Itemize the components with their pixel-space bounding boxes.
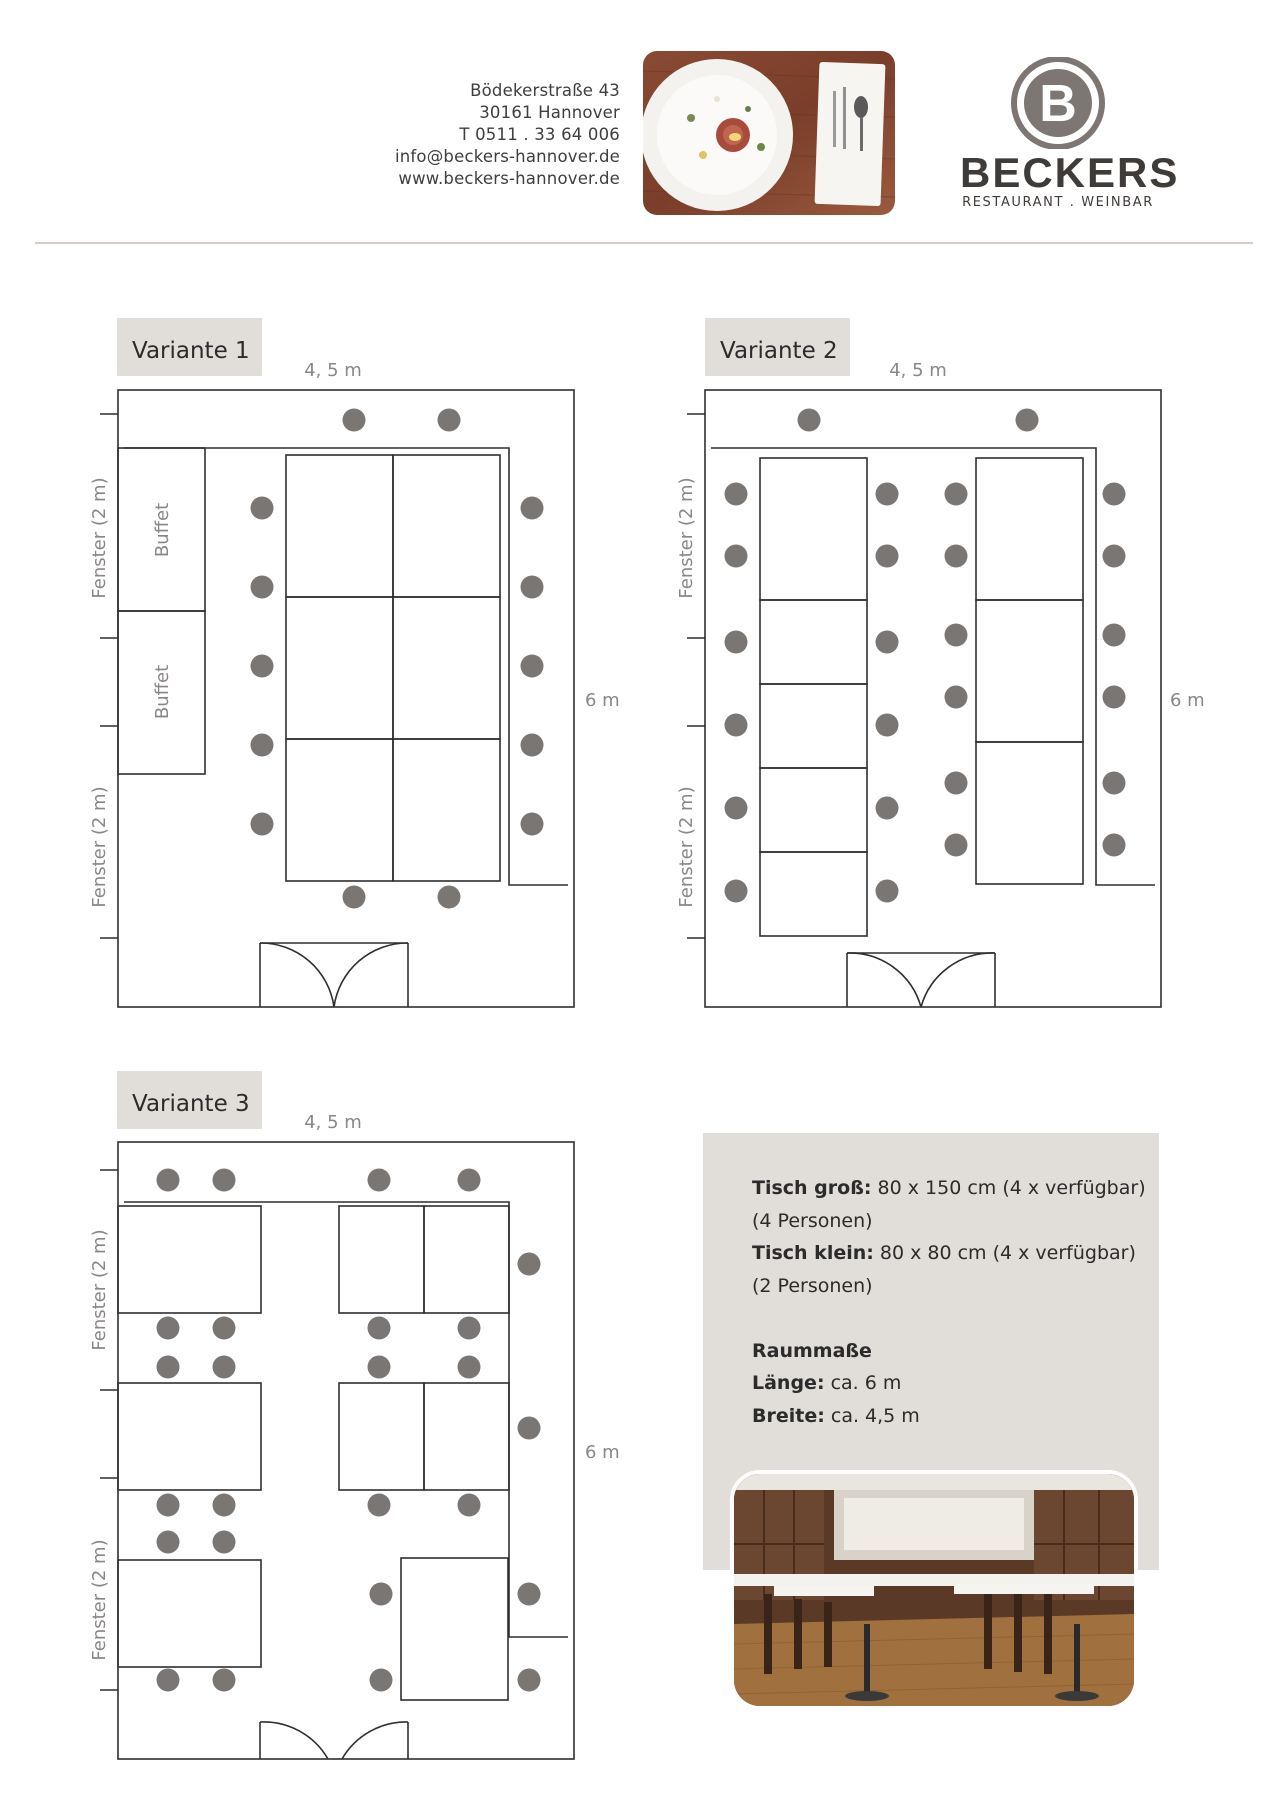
chair <box>725 797 748 820</box>
info-text <box>752 1172 1146 1432</box>
variant-3-title: Variante 3 <box>132 1091 250 1117</box>
room-outline <box>705 390 1161 1007</box>
chair <box>521 497 544 520</box>
chair <box>876 797 899 820</box>
chair <box>1103 483 1126 506</box>
variant-2-title: Variante 2 <box>720 338 838 364</box>
table <box>118 1383 261 1490</box>
chair <box>1016 409 1039 432</box>
length-label: 6 m <box>1170 690 1205 711</box>
address-web[interactable]: www.beckers-hannover.de <box>398 169 620 188</box>
chair <box>876 545 899 568</box>
buffet-label: Buffet <box>152 502 173 558</box>
address-city: 30161 Hannover <box>479 103 620 122</box>
chair <box>798 409 821 432</box>
chair <box>876 880 899 903</box>
width-label: 4, 5 m <box>304 1112 362 1133</box>
window-label: Fenster (2 m) <box>676 477 697 599</box>
chair <box>876 483 899 506</box>
table <box>118 1560 261 1667</box>
table <box>393 455 500 597</box>
table <box>286 739 393 881</box>
chair <box>521 655 544 678</box>
chair <box>213 1494 236 1517</box>
chair <box>725 545 748 568</box>
chair <box>518 1417 541 1440</box>
chair <box>1103 772 1126 795</box>
address-phone: T 0511 . 33 64 006 <box>459 125 620 144</box>
chair <box>213 1169 236 1192</box>
chair <box>945 686 968 709</box>
address-street: Bödekerstraße 43 <box>470 81 620 100</box>
table <box>339 1383 424 1490</box>
buffet-label: Buffet <box>152 664 173 720</box>
chair <box>438 886 461 909</box>
table <box>760 684 867 768</box>
table <box>286 455 393 597</box>
chair <box>725 714 748 737</box>
table <box>760 458 867 600</box>
big-table-persons: (4 Personen) <box>752 1209 873 1232</box>
table <box>424 1206 509 1313</box>
chair <box>725 631 748 654</box>
chair <box>251 576 274 599</box>
chair <box>518 1583 541 1606</box>
chair <box>157 1317 180 1340</box>
small-table-value: 80 x 80 cm (4 x verfügbar) <box>873 1242 1136 1264</box>
chair <box>157 1531 180 1554</box>
chair <box>368 1169 391 1192</box>
chair <box>213 1356 236 1379</box>
table <box>976 600 1083 742</box>
chair <box>521 576 544 599</box>
chair <box>368 1494 391 1517</box>
chair <box>1103 545 1126 568</box>
chair <box>876 631 899 654</box>
table <box>393 739 500 881</box>
table <box>976 742 1083 884</box>
chair <box>370 1669 393 1692</box>
room-outline <box>118 390 574 1007</box>
table <box>760 852 867 936</box>
table <box>401 1558 508 1700</box>
table <box>760 600 867 684</box>
chair <box>251 497 274 520</box>
chair <box>157 1169 180 1192</box>
plan-variante-3 <box>100 1142 574 1759</box>
variant-1-title: Variante 1 <box>132 338 250 364</box>
chair <box>945 834 968 857</box>
chair <box>945 772 968 795</box>
chair <box>945 545 968 568</box>
chair <box>518 1669 541 1692</box>
chair <box>370 1583 393 1606</box>
chair <box>251 734 274 757</box>
big-table-value: 80 x 150 cm (4 x verfügbar) <box>871 1177 1146 1199</box>
length-label: Länge: <box>752 1372 825 1394</box>
chair <box>1103 624 1126 647</box>
chair <box>521 813 544 836</box>
logo-name: BECKERS <box>960 149 1180 196</box>
width-value: ca. 4,5 m <box>824 1404 920 1427</box>
chair <box>945 483 968 506</box>
chair <box>213 1317 236 1340</box>
logo-letter: B <box>1039 75 1077 133</box>
table <box>286 597 393 739</box>
room-heading: Raummaße <box>752 1339 872 1362</box>
chair <box>343 886 366 909</box>
window-label: Fenster (2 m) <box>89 477 110 599</box>
chair <box>945 624 968 647</box>
width-label: 4, 5 m <box>304 360 362 381</box>
big-table-label: Tisch groß: <box>752 1177 872 1199</box>
table <box>976 458 1083 600</box>
chair <box>343 409 366 432</box>
chair <box>251 655 274 678</box>
length-label: 6 m <box>585 690 620 711</box>
chair <box>521 734 544 757</box>
length-value: ca. 6 m <box>824 1372 902 1394</box>
table <box>118 1206 261 1313</box>
chair <box>157 1356 180 1379</box>
chair <box>213 1531 236 1554</box>
chair <box>458 1317 481 1340</box>
logo-subtitle: RESTAURANT . WEINBAR <box>962 195 1154 210</box>
address-email[interactable]: info@beckers-hannover.de <box>394 147 620 166</box>
chair <box>725 483 748 506</box>
plan-variante-2 <box>687 390 1161 1007</box>
window-label: Fenster (2 m) <box>89 1229 110 1351</box>
small-table-label: Tisch klein: <box>752 1242 874 1264</box>
chair <box>438 409 461 432</box>
window-label: Fenster (2 m) <box>89 1539 110 1661</box>
table <box>339 1206 424 1313</box>
chair <box>458 1494 481 1517</box>
chair <box>876 714 899 737</box>
chair <box>1103 834 1126 857</box>
chair <box>458 1169 481 1192</box>
width-label: 4, 5 m <box>889 360 947 381</box>
width-label: Breite: <box>752 1404 825 1427</box>
window-label: Fenster (2 m) <box>676 786 697 908</box>
small-table-persons: (2 Personen) <box>752 1274 873 1297</box>
chair <box>157 1669 180 1692</box>
chair <box>157 1494 180 1517</box>
chair <box>1103 686 1126 709</box>
chair <box>458 1356 481 1379</box>
length-label: 6 m <box>585 1442 620 1463</box>
table <box>760 768 867 852</box>
chair <box>251 813 274 836</box>
chair <box>368 1317 391 1340</box>
chair <box>518 1253 541 1276</box>
restaurant-interior-photo <box>730 1470 1138 1710</box>
chair <box>213 1669 236 1692</box>
window-label: Fenster (2 m) <box>89 786 110 908</box>
chair <box>368 1356 391 1379</box>
table <box>424 1383 509 1490</box>
chair <box>725 880 748 903</box>
table <box>393 597 500 739</box>
